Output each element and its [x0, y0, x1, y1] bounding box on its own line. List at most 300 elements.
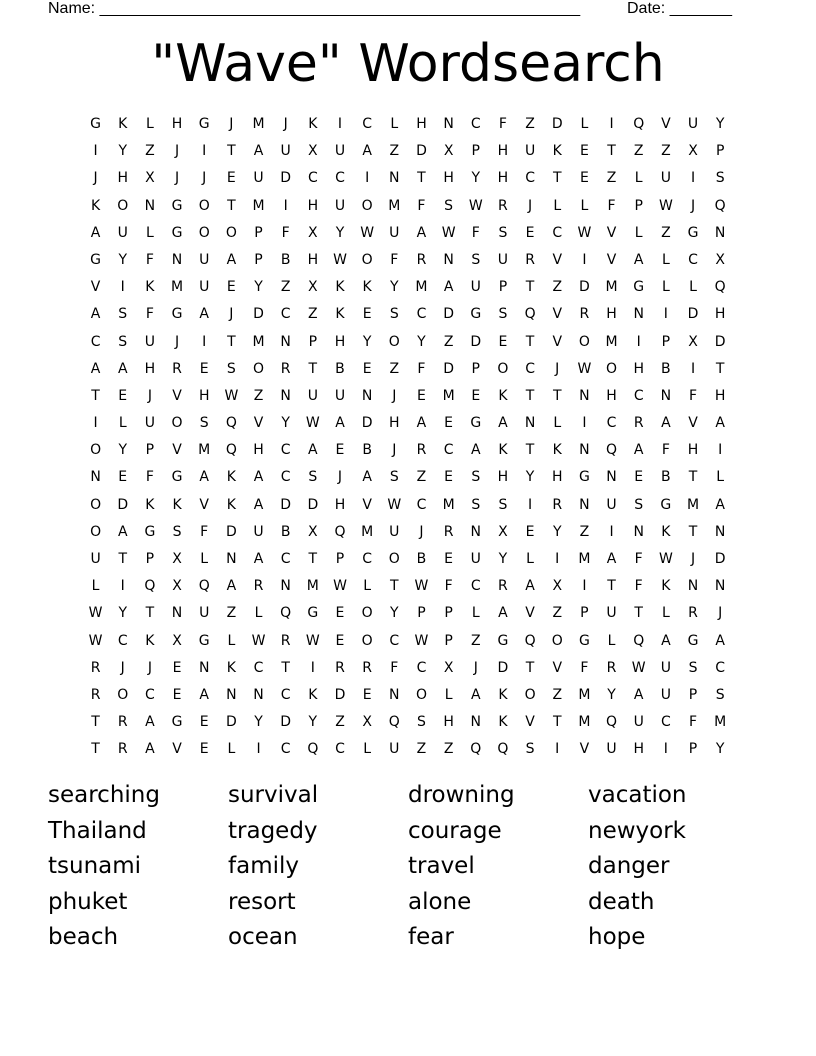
grid-letter: Y: [118, 251, 128, 268]
grid-letter: M: [605, 279, 618, 296]
grid-letter: S: [715, 686, 725, 703]
grid-letter: Z: [226, 605, 237, 622]
grid-letter: S: [525, 741, 535, 758]
grid-letter: U: [334, 387, 346, 404]
grid-letter: I: [582, 415, 587, 432]
grid-letter: R: [633, 415, 644, 432]
word-list-item: courage: [408, 817, 502, 844]
grid-letter: C: [715, 659, 726, 676]
grid-letter: Q: [198, 578, 210, 595]
grid-letter: C: [362, 551, 373, 567]
grid-letter: Y: [335, 224, 345, 241]
grid-letter: S: [498, 306, 508, 323]
grid-letter: R: [498, 578, 508, 595]
grid-letter: O: [225, 224, 237, 241]
grid-letter: N: [579, 387, 590, 404]
grid-letter: O: [606, 360, 618, 377]
grid-letter: A: [253, 496, 264, 513]
grid-letter: P: [688, 741, 698, 758]
grid-letter: Z: [389, 143, 400, 160]
grid-letter: I: [120, 578, 125, 595]
grid-letter: H: [714, 306, 726, 323]
grid-letter: A: [525, 578, 535, 595]
grid-letter: T: [308, 551, 318, 567]
grid-letter: G: [90, 116, 101, 132]
grid-letter: U: [199, 279, 210, 296]
grid-letter: G: [171, 714, 183, 731]
grid-letter: Z: [552, 605, 563, 622]
page-title: "Wave" Wordsearch: [151, 34, 665, 94]
grid-letter: F: [634, 578, 643, 595]
grid-letter: R: [90, 686, 101, 703]
grid-letter: A: [199, 469, 209, 486]
grid-letter: N: [90, 469, 101, 486]
grid-letter: Q: [144, 578, 156, 595]
grid-letter: E: [444, 469, 454, 486]
grid-letter: G: [198, 116, 210, 132]
grid-letter: R: [416, 442, 427, 459]
grid-letter: G: [198, 632, 210, 649]
grid-letter: E: [199, 714, 209, 731]
grid-letter: N: [280, 578, 291, 595]
grid-letter: H: [416, 116, 427, 132]
grid-letter: R: [443, 523, 454, 540]
grid-letter: S: [226, 360, 236, 377]
grid-letter: S: [471, 251, 481, 268]
grid-letter: W: [333, 251, 347, 268]
grid-letter: A: [199, 306, 209, 323]
grid-letter: V: [253, 415, 264, 432]
grid-letter: U: [307, 387, 318, 404]
grid-letter: Q: [633, 116, 645, 132]
grid-letter: R: [606, 659, 617, 676]
grid-letter: Y: [498, 551, 508, 567]
grid-letter: K: [661, 578, 671, 595]
grid-letter: E: [579, 143, 589, 160]
grid-letter: G: [633, 279, 645, 296]
grid-letter: N: [470, 714, 481, 731]
grid-letter: L: [200, 551, 209, 567]
grid-letter: Q: [470, 741, 482, 758]
grid-letter: O: [497, 360, 509, 377]
grid-letter: K: [90, 197, 101, 214]
grid-letter: C: [280, 469, 291, 486]
grid-letter: M: [171, 279, 184, 296]
grid-letter: T: [525, 442, 535, 459]
grid-letter: W: [333, 578, 347, 595]
grid-letter: A: [633, 442, 644, 459]
grid-letter: J: [337, 469, 343, 486]
grid-letter: I: [609, 523, 614, 540]
grid-letter: A: [416, 224, 427, 241]
grid-letter: E: [199, 741, 209, 758]
grid-letter: H: [687, 442, 699, 459]
grid-letter: L: [363, 741, 372, 758]
grid-letter: B: [661, 469, 671, 486]
grid-letter: A: [226, 578, 237, 595]
grid-letter: L: [145, 116, 154, 132]
grid-letter: N: [198, 659, 210, 676]
grid-letter: Y: [254, 714, 263, 731]
grid-letter: F: [634, 551, 643, 567]
grid-letter: G: [578, 469, 590, 486]
grid-letter: I: [120, 279, 125, 296]
grid-letter: H: [633, 741, 644, 758]
grid-letter: T: [91, 714, 100, 731]
grid-letter: Z: [280, 279, 291, 296]
grid-letter: W: [577, 224, 592, 241]
grid-letter: S: [118, 333, 128, 350]
grid-letter: A: [308, 442, 318, 459]
grid-letter: T: [525, 279, 535, 296]
grid-letter: I: [310, 659, 315, 676]
grid-letter: Z: [308, 306, 318, 323]
grid-letter: U: [389, 224, 400, 241]
grid-letter: O: [388, 551, 400, 567]
grid-letter: D: [687, 306, 699, 323]
grid-letter: J: [283, 116, 288, 132]
grid-letter: P: [444, 632, 453, 649]
grid-letter: K: [118, 116, 128, 132]
grid-letter: H: [497, 170, 509, 187]
grid-letter: D: [280, 170, 292, 187]
grid-letter: J: [120, 659, 125, 676]
grid-letter: I: [93, 143, 98, 160]
grid-letter: R: [280, 360, 291, 377]
grid-letter: S: [715, 170, 725, 187]
grid-letter: O: [117, 686, 129, 703]
grid-letter: P: [498, 279, 508, 296]
grid-letter: A: [253, 469, 264, 486]
grid-letter: Q: [714, 197, 726, 214]
grid-letter: T: [525, 387, 535, 404]
grid-letter: F: [145, 251, 154, 268]
grid-letter: E: [362, 360, 372, 377]
grid-letter: Q: [225, 415, 237, 432]
word-list-item: ocean: [228, 924, 298, 951]
grid-letter: Y: [118, 605, 128, 622]
grid-letter: V: [552, 251, 563, 268]
grid-letter: U: [470, 279, 481, 296]
grid-letter: Y: [254, 279, 263, 296]
grid-letter: A: [90, 224, 101, 241]
name-field-label[interactable]: Name: ______________________________________________________: [48, 0, 581, 17]
grid-letter: I: [690, 170, 696, 187]
grid-letter: U: [389, 741, 400, 758]
grid-letter: L: [91, 578, 100, 595]
grid-letter: F: [281, 224, 290, 241]
grid-letter: T: [552, 387, 562, 404]
grid-letter: U: [606, 496, 617, 513]
grid-letter: C: [145, 686, 155, 703]
grid-letter: N: [280, 387, 291, 404]
grid-letter: F: [607, 197, 616, 214]
grid-letter: T: [145, 605, 155, 622]
grid-letter: Y: [390, 605, 399, 622]
grid-letter: N: [470, 523, 481, 540]
word-list-item: hope: [588, 924, 646, 951]
grid-letter: W: [658, 551, 673, 567]
grid-letter: E: [471, 387, 481, 404]
grid-letter: U: [144, 333, 156, 350]
grid-letter: G: [470, 306, 482, 323]
grid-letter: U: [633, 714, 644, 731]
grid-letter: R: [172, 360, 182, 377]
grid-letter: K: [226, 659, 236, 676]
word-list-item: tragedy: [228, 817, 318, 844]
grid-letter: V: [199, 496, 209, 513]
grid-letter: A: [117, 523, 128, 540]
grid-letter: X: [688, 143, 698, 160]
word-list-item: family: [228, 853, 299, 880]
grid-letter: P: [580, 605, 589, 622]
grid-letter: P: [471, 143, 480, 160]
grid-letter: O: [117, 197, 129, 214]
grid-letter: V: [552, 306, 563, 323]
grid-letter: R: [117, 741, 128, 758]
grid-letter: A: [498, 605, 508, 622]
grid-letter: D: [443, 306, 454, 323]
grid-letter: M: [306, 578, 319, 595]
grid-letter: N: [443, 251, 454, 268]
grid-letter: F: [145, 469, 154, 486]
grid-letter: F: [417, 360, 426, 377]
grid-letter: E: [335, 605, 345, 622]
grid-letter: T: [227, 197, 236, 214]
grid-letter: G: [660, 496, 672, 513]
grid-letter: O: [551, 632, 563, 649]
grid-letter: E: [172, 686, 182, 703]
grid-letter: S: [308, 469, 318, 486]
grid-letter: D: [280, 714, 292, 731]
word-list-item: travel: [408, 853, 475, 880]
grid-letter: I: [202, 143, 207, 160]
grid-letter: N: [524, 415, 536, 432]
grid-letter: J: [555, 360, 560, 377]
grid-letter: K: [498, 714, 508, 731]
grid-letter: Q: [388, 714, 400, 731]
grid-letter: D: [714, 333, 726, 350]
grid-letter: J: [147, 659, 152, 676]
grid-letter: U: [687, 116, 699, 132]
grid-letter: X: [688, 333, 698, 350]
grid-letter: B: [335, 360, 345, 377]
grid-letter: X: [552, 578, 563, 595]
grid-letter: L: [227, 741, 236, 758]
grid-letter: V: [688, 415, 698, 432]
grid-letter: R: [579, 306, 590, 323]
grid-letter: C: [280, 306, 291, 323]
grid-letter: Y: [552, 523, 562, 540]
grid-letter: M: [686, 496, 700, 513]
grid-letter: L: [607, 632, 616, 649]
grid-letter: N: [579, 442, 590, 459]
grid-letter: H: [606, 387, 617, 404]
grid-letter: Z: [145, 143, 155, 160]
grid-letter: I: [365, 170, 370, 187]
grid-letter: T: [227, 333, 236, 350]
grid-letter: N: [687, 578, 699, 595]
grid-letter: K: [308, 686, 318, 703]
grid-letter: H: [307, 197, 319, 214]
grid-letter: Y: [417, 333, 426, 350]
grid-letter: A: [470, 686, 481, 703]
grid-letter: C: [443, 442, 454, 459]
grid-letter: F: [498, 116, 507, 132]
grid-letter: D: [117, 496, 129, 513]
grid-letter: H: [198, 387, 210, 404]
grid-letter: Q: [307, 741, 319, 758]
grid-letter: T: [607, 578, 616, 595]
grid-letter: A: [661, 632, 671, 649]
grid-letter: L: [118, 415, 127, 432]
grid-letter: M: [442, 387, 455, 404]
grid-letter: P: [661, 333, 671, 350]
grid-letter: C: [90, 333, 101, 350]
grid-letter: B: [280, 523, 291, 540]
grid-letter: J: [473, 659, 478, 676]
grid-letter: S: [444, 197, 454, 214]
grid-letter: I: [663, 306, 668, 323]
grid-letter: P: [715, 143, 725, 160]
grid-letter: F: [145, 306, 154, 323]
grid-letter: M: [578, 551, 591, 567]
word-list-item: vacation: [588, 782, 687, 808]
grid-letter: K: [552, 442, 562, 459]
grid-letter: Q: [714, 279, 726, 296]
grid-letter: M: [442, 496, 455, 513]
grid-letter: E: [118, 387, 128, 404]
grid-letter: A: [90, 360, 101, 377]
grid-letter: N: [633, 523, 644, 540]
grid-letter: R: [90, 659, 101, 676]
grid-letter: H: [389, 415, 400, 432]
grid-letter: G: [171, 197, 183, 214]
grid-letter: X: [443, 659, 454, 676]
grid-letter: V: [172, 442, 182, 459]
grid-letter: N: [606, 469, 617, 486]
grid-letter: B: [280, 251, 291, 268]
grid-letter: S: [471, 496, 481, 513]
grid-letter: L: [580, 197, 589, 214]
grid-letter: T: [634, 605, 643, 622]
grid-letter: C: [307, 170, 318, 187]
grid-letter: A: [362, 143, 372, 160]
grid-letter: G: [171, 224, 183, 241]
grid-letter: D: [225, 714, 237, 731]
grid-letter: H: [334, 333, 346, 350]
date-field-label[interactable]: Date: _______: [627, 0, 732, 17]
word-list-item: beach: [48, 924, 119, 951]
grid-letter: U: [660, 686, 671, 703]
word-list-item: tsunami: [48, 853, 142, 880]
grid-letter: M: [714, 714, 727, 731]
grid-letter: A: [633, 251, 644, 268]
grid-letter: N: [226, 686, 237, 703]
grid-letter: R: [688, 605, 698, 622]
grid-letter: A: [470, 442, 481, 459]
grid-letter: E: [226, 170, 236, 187]
grid-letter: P: [688, 686, 698, 703]
grid-letter: Y: [308, 714, 318, 731]
grid-letter: A: [335, 415, 345, 432]
grid-letter: A: [715, 415, 725, 432]
grid-letter: O: [361, 251, 373, 268]
grid-letter: C: [660, 714, 671, 731]
grid-letter: I: [636, 333, 641, 350]
grid-letter: H: [334, 496, 346, 513]
grid-letter: U: [253, 523, 264, 540]
grid-letter: H: [443, 714, 454, 731]
grid-letter: I: [202, 333, 207, 350]
grid-letter: O: [361, 605, 373, 622]
grid-letter: C: [416, 306, 427, 323]
grid-letter: O: [90, 442, 102, 459]
grid-letter: L: [661, 605, 670, 622]
grid-letter: I: [663, 741, 668, 758]
grid-letter: D: [551, 116, 563, 132]
grid-letter: K: [498, 442, 508, 459]
grid-letter: W: [305, 415, 320, 432]
grid-letter: S: [118, 306, 128, 323]
grid-letter: X: [172, 578, 182, 595]
grid-letter: L: [444, 686, 453, 703]
grid-letter: F: [417, 197, 426, 214]
grid-letter: E: [118, 469, 128, 486]
grid-letter: H: [307, 251, 319, 268]
grid-letter: Q: [334, 523, 346, 540]
grid-letter: A: [443, 279, 454, 296]
grid-letter: O: [524, 686, 536, 703]
grid-letter: C: [117, 632, 128, 649]
grid-letter: J: [690, 197, 696, 214]
grid-letter: P: [471, 360, 480, 377]
grid-letter: X: [308, 143, 318, 160]
grid-letter: L: [580, 116, 589, 132]
grid-letter: I: [256, 741, 261, 758]
grid-letter: U: [660, 659, 671, 676]
grid-letter: W: [441, 224, 456, 241]
grid-letter: D: [334, 686, 346, 703]
grid-letter: W: [414, 578, 429, 595]
grid-letter: U: [199, 251, 210, 268]
grid-letter: Z: [416, 741, 427, 758]
grid-letter: R: [362, 659, 372, 676]
grid-letter: Q: [225, 442, 237, 459]
grid-letter: F: [390, 659, 399, 676]
grid-letter: R: [416, 251, 427, 268]
grid-letter: T: [91, 741, 100, 758]
grid-letter: W: [88, 632, 103, 649]
grid-letter: C: [416, 496, 427, 513]
grid-letter: U: [280, 143, 291, 160]
grid-letter: L: [363, 578, 372, 595]
grid-letter: F: [661, 442, 670, 459]
grid-letter: T: [417, 170, 426, 187]
grid-letter: R: [525, 251, 535, 268]
grid-letter: X: [715, 251, 725, 268]
grid-letter: Z: [253, 387, 264, 404]
grid-letter: A: [498, 415, 508, 432]
grid-letter: J: [147, 387, 152, 404]
grid-letter: I: [609, 116, 614, 132]
word-list-item: death: [588, 888, 655, 915]
grid-letter: U: [389, 523, 400, 540]
grid-letter: I: [555, 741, 560, 758]
grid-letter: C: [525, 170, 535, 187]
grid-letter: T: [281, 659, 290, 676]
grid-letter: L: [634, 170, 643, 187]
